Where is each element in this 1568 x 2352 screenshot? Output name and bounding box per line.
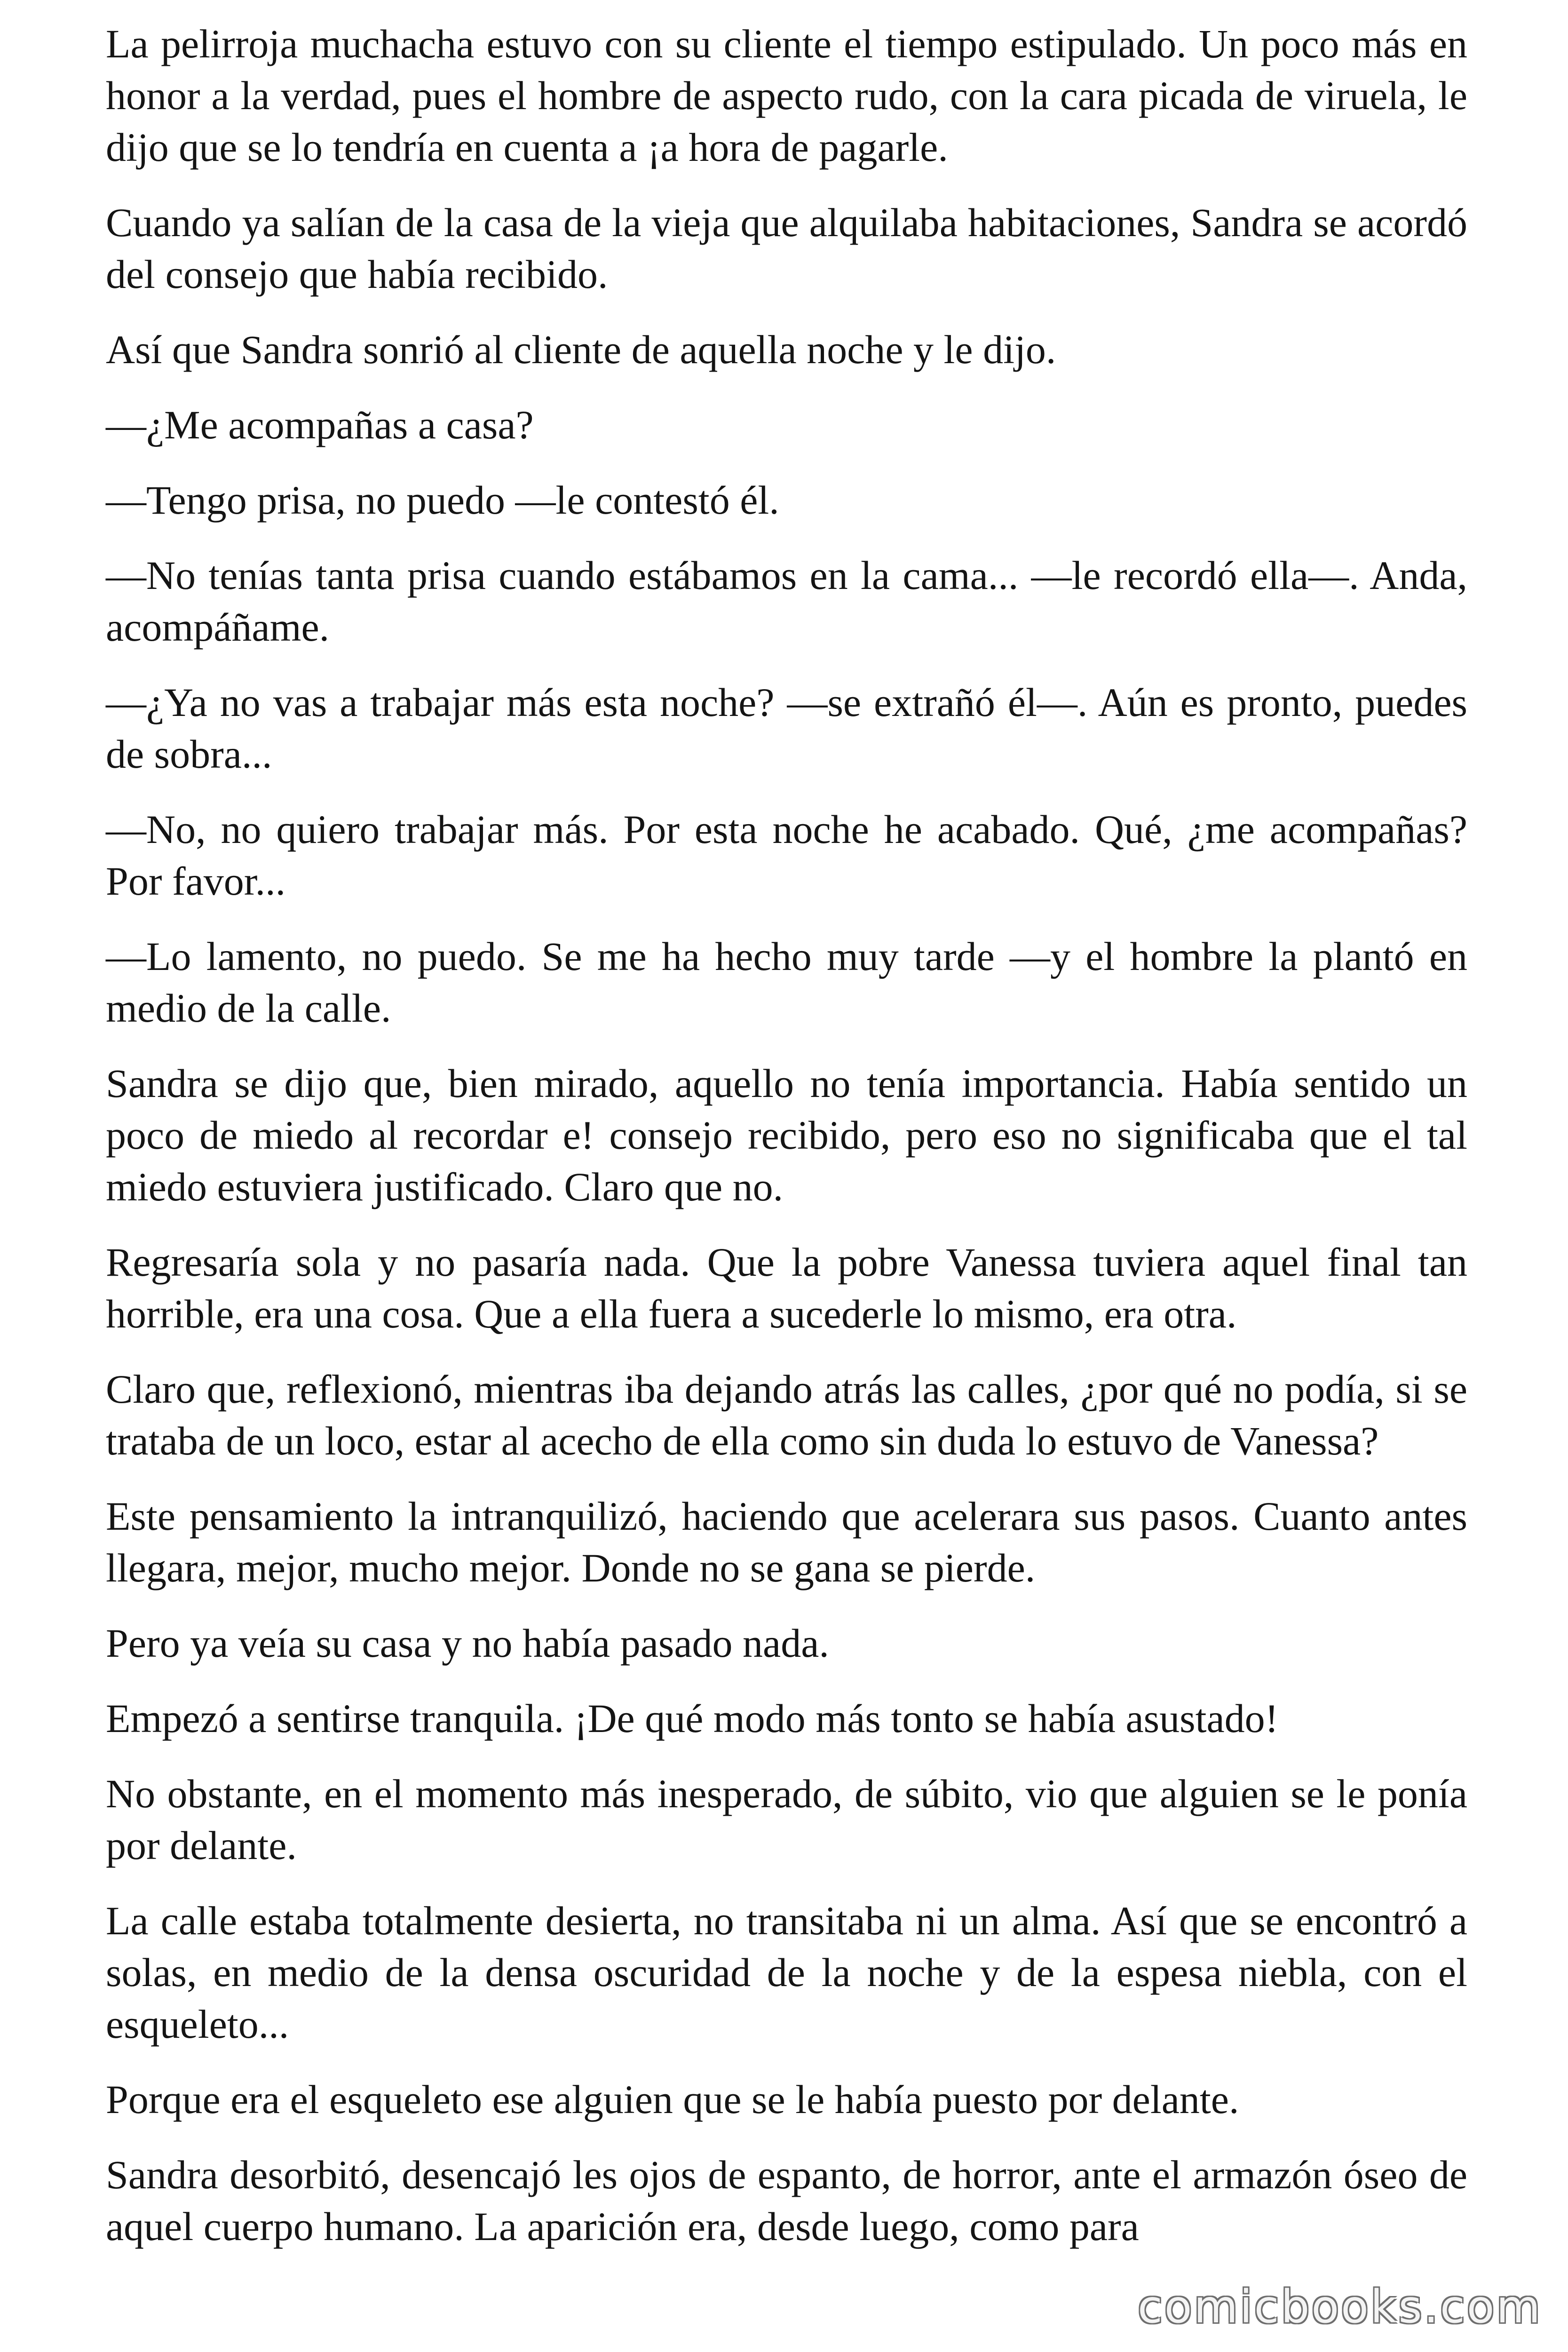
paragraph: Así que Sandra sonrió al cliente de aquella noche y le dijo. (106, 327, 1056, 372)
watermark: comicbooks.com (1137, 2280, 1542, 2333)
paragraph: Regresaría sola y no pasaría nada. Que la pobre Vanessa tuviera aquel final tan horrible, era una cosa. Que a ella fuera a sucederle lo mismo, era otra. (106, 1240, 1467, 1336)
paragraph: —Tengo prisa, no puedo —le contestó él. (106, 477, 779, 523)
paragraph: —Lo lamento, no puedo. Se me ha hecho muy tarde —y el hombre la plantó en medio de la calle. (106, 934, 1467, 1031)
page-text (106, 18, 1467, 2276)
paragraph: La pelirroja muchacha estuvo con su cliente el tiempo estipulado. Un poco más en honor a la verdad, pues el hombre de aspecto rudo, con la cara picada de viruela, le dijo que se lo tendría en cuenta a ¡a hora de pagarle. (106, 21, 1467, 170)
paragraph: —No tenías tanta prisa cuando estábamos en la cama... —le recordó ella—. Anda, acompáñame. (106, 553, 1467, 650)
paragraph: Claro que, reflexionó, mientras iba dejando atrás las calles, ¿por qué no podía, si se trataba de un loco, estar al acecho de ella como sin duda lo estuvo de Vanessa? (106, 1367, 1467, 1463)
paragraph: Sandra se dijo que, bien mirado, aquello no tenía importancia. Había sentido un poco de miedo al recordar e! consejo recibido, pero eso no significaba que el tal miedo estuviera justificado. Claro que no. (106, 1061, 1467, 1209)
paragraph: Este pensamiento la intranquilizó, haciendo que acelerara sus pasos. Cuanto antes llegara, mejor, mucho mejor. Donde no se gana se pierde. (106, 1494, 1467, 1590)
paragraph: Cuando ya salían de la casa de la vieja que alquilaba habitaciones, Sandra se acordó del consejo que había recibido. (106, 200, 1467, 297)
paragraph: Porque era el esqueleto ese alguien que se le había puesto por delante. (106, 2077, 1239, 2122)
paragraph: No obstante, en el momento más inesperado, de súbito, vio que alguien se le ponía por delante. (106, 1771, 1467, 1868)
paragraph: Pero ya veía su casa y no había pasado nada. (106, 1621, 829, 1666)
paragraph: —¿Me acompañas a casa? (106, 402, 534, 447)
paragraph: —No, no quiero trabajar más. Por esta noche he acabado. Qué, ¿me acompañas? Por favor... (106, 807, 1467, 904)
paragraph: Empezó a sentirse tranquila. ¡De qué modo más tonto se había asustado! (106, 1696, 1279, 1741)
paragraph: —¿Ya no vas a trabajar más esta noche? —se extrañó él—. Aún es pronto, puedes de sobra... (106, 680, 1467, 777)
paragraph: Sandra desorbitó, desencajó les ojos de espanto, de horror, ante el armazón óseo de aquel cuerpo humano. La aparición era, desde luego, como para (106, 2152, 1467, 2249)
paragraph: La calle estaba totalmente desierta, no transitaba ni un alma. Así que se encontró a solas, en medio de la densa oscuridad de la noche y de la espesa niebla, con el esqueleto... (106, 1898, 1467, 2047)
